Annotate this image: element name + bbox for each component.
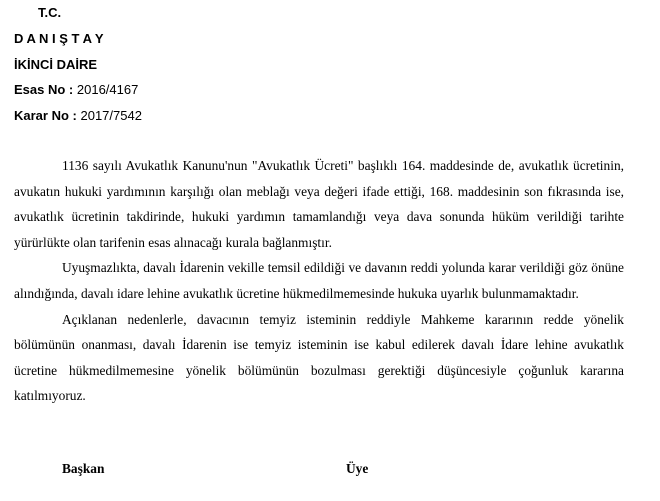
paragraph-1: 1136 sayılı Avukatlık Kanunu'nun "Avukatlık Ücreti" başlıklı 164. maddesinde de, avukatlık ücretinin, avukatın hukuki yardımının karşılığı olan meblağı veya değeri ifade ettiği, 168. maddesinin son fıkrasında ise, avukatlık ücretinin takdirinde, hukuki yardımın tamamlandığı veya dava sonunda hüküm verildiği tarihte yürürlükte olan tarifenin esas alınacağı kurala bağlanmıştır. xyxy=(14,158,624,250)
esas-value: 2016/4167 xyxy=(76,82,139,97)
signature-president: Başkan xyxy=(62,461,105,476)
paragraph-3: Açıklanan nedenlerle, davacının temyiz isteminin reddiyle Mahkeme kararının redde yönelik bölümünün onanması, davalı İdarenin ise temyiz isteminin ise kabul edilerek davalı İdare lehine avukatlık ücretine hükmedilmemesine yönelik bölümünün bozulması gerektiği düşüncesiyle çoğunluk kararına katılmıyoruz. xyxy=(14,311,624,404)
republic-label: T.C. xyxy=(38,5,62,20)
karar-value: 2017/7542 xyxy=(80,108,142,123)
esas-label: Esas No : xyxy=(14,82,74,97)
signature-member: Üye xyxy=(346,461,369,476)
karar-number xyxy=(14,108,142,123)
opinion-body xyxy=(14,153,624,409)
chamber-name: İKİNCİ DAİRE xyxy=(14,57,98,72)
court-name: D A N I Ş T A Y xyxy=(14,31,104,46)
karar-label: Karar No : xyxy=(14,108,77,123)
esas-number xyxy=(14,82,138,97)
paragraph-2: Uyuşmazlıkta, davalı İdarenin vekille temsil edildiği ve davanın reddi yolunda karar verildiği göz önüne alındığında, davalı idare lehine avukatlık ücretine hükmedilmemesinde hukuka uyarlık bulunmamaktadır. xyxy=(14,260,624,301)
